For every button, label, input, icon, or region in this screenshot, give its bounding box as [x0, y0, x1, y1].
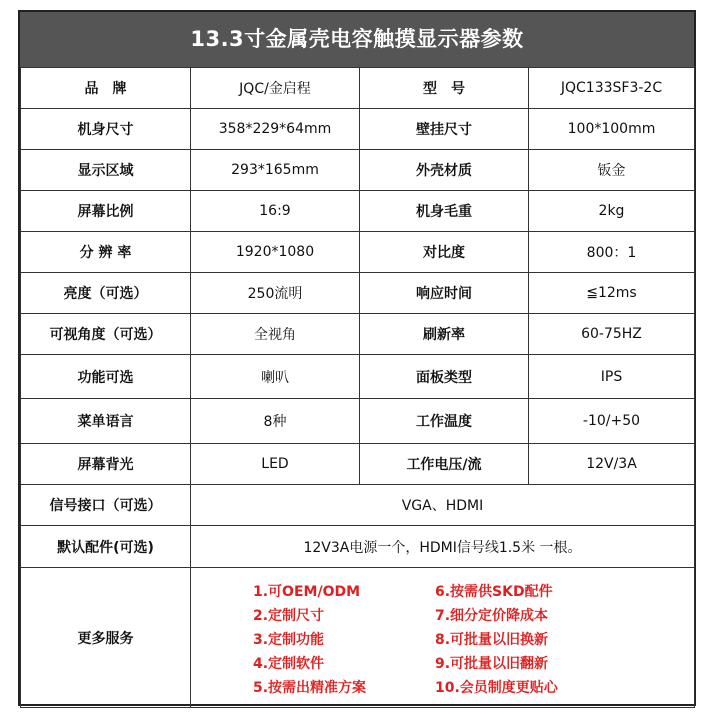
signal-row [21, 485, 695, 526]
spec-row [21, 191, 695, 232]
spec-label: 响应时间 [360, 273, 529, 314]
spec-value: 16:9 [191, 191, 360, 232]
spec-label: 工作温度 [360, 399, 529, 444]
spec-row [21, 150, 695, 191]
spec-value: JQC133SF3-2C [529, 68, 695, 109]
spec-row [21, 314, 695, 355]
spec-label: 外壳材质 [360, 150, 529, 191]
spec-value: 100*100mm [529, 109, 695, 150]
spec-label: 功能可选 [21, 355, 191, 399]
spec-value: 钣金 [529, 150, 695, 191]
spec-label: 屏幕背光 [21, 444, 191, 485]
spec-label: 亮度（可选） [21, 273, 191, 314]
sheet-title: 13.3寸金属壳电容触摸显示器参数 [20, 12, 694, 67]
signal-label: 信号接口（可选） [21, 485, 191, 526]
spec-sheet [18, 10, 696, 706]
spec-value: 293*165mm [191, 150, 360, 191]
spec-value: JQC/金启程 [191, 68, 360, 109]
spec-value: 8种 [191, 399, 360, 444]
service-item: 5.按需出精准方案 [253, 680, 367, 696]
spec-label: 面板类型 [360, 355, 529, 399]
spec-label: 机身毛重 [360, 191, 529, 232]
service-item: 2.定制尺寸 [253, 608, 325, 624]
accessories-label: 默认配件(可选) [21, 526, 191, 568]
services-column-right [435, 580, 558, 700]
spec-value: 全视角 [191, 314, 360, 355]
services-column-left [253, 580, 366, 700]
service-item: 1.可OEM/ODM [253, 584, 361, 600]
spec-row [21, 232, 695, 273]
service-item: 10.会员制度更贴心 [435, 680, 558, 696]
service-item: 7.细分定价降成本 [435, 608, 549, 624]
spec-row [21, 273, 695, 314]
spec-value: 喇叭 [191, 355, 360, 399]
spec-value: LED [191, 444, 360, 485]
spec-value: 2kg [529, 191, 695, 232]
services-list [191, 568, 695, 708]
spec-value: 12V/3A [529, 444, 695, 485]
service-item: 9.可批量以旧翻新 [435, 656, 549, 672]
spec-value: IPS [529, 355, 695, 399]
services-row [21, 568, 695, 708]
spec-value: 250流明 [191, 273, 360, 314]
spec-table [20, 67, 695, 708]
accessories-value: 12V3A电源一个，HDMI信号线1.5米 一根。 [191, 526, 695, 568]
spec-label: 屏幕比例 [21, 191, 191, 232]
spec-value: ≦12ms [529, 273, 695, 314]
spec-value: 60-75HZ [529, 314, 695, 355]
spec-label: 刷新率 [360, 314, 529, 355]
accessories-row [21, 526, 695, 568]
spec-label: 品 牌 [21, 68, 191, 109]
spec-label: 对比度 [360, 232, 529, 273]
spec-row [21, 444, 695, 485]
spec-row [21, 355, 695, 399]
spec-value: 800：1 [529, 232, 695, 273]
spec-label: 壁挂尺寸 [360, 109, 529, 150]
service-item: 6.按需供SKD配件 [435, 584, 553, 600]
service-item: 3.定制功能 [253, 632, 325, 648]
services-label: 更多服务 [21, 568, 191, 708]
spec-value: -10/+50 [529, 399, 695, 444]
spec-row [21, 109, 695, 150]
signal-value: VGA、HDMI [191, 485, 695, 526]
service-item: 8.可批量以旧换新 [435, 632, 549, 648]
spec-value: 358*229*64mm [191, 109, 360, 150]
spec-row [21, 399, 695, 444]
spec-label: 可视角度（可选） [21, 314, 191, 355]
spec-label: 菜单语言 [21, 399, 191, 444]
spec-row [21, 68, 695, 109]
spec-label: 型 号 [360, 68, 529, 109]
spec-value: 1920*1080 [191, 232, 360, 273]
spec-label: 分 辨 率 [21, 232, 191, 273]
service-item: 4.定制软件 [253, 656, 325, 672]
spec-label: 工作电压/流 [360, 444, 529, 485]
spec-label: 显示区域 [21, 150, 191, 191]
spec-label: 机身尺寸 [21, 109, 191, 150]
